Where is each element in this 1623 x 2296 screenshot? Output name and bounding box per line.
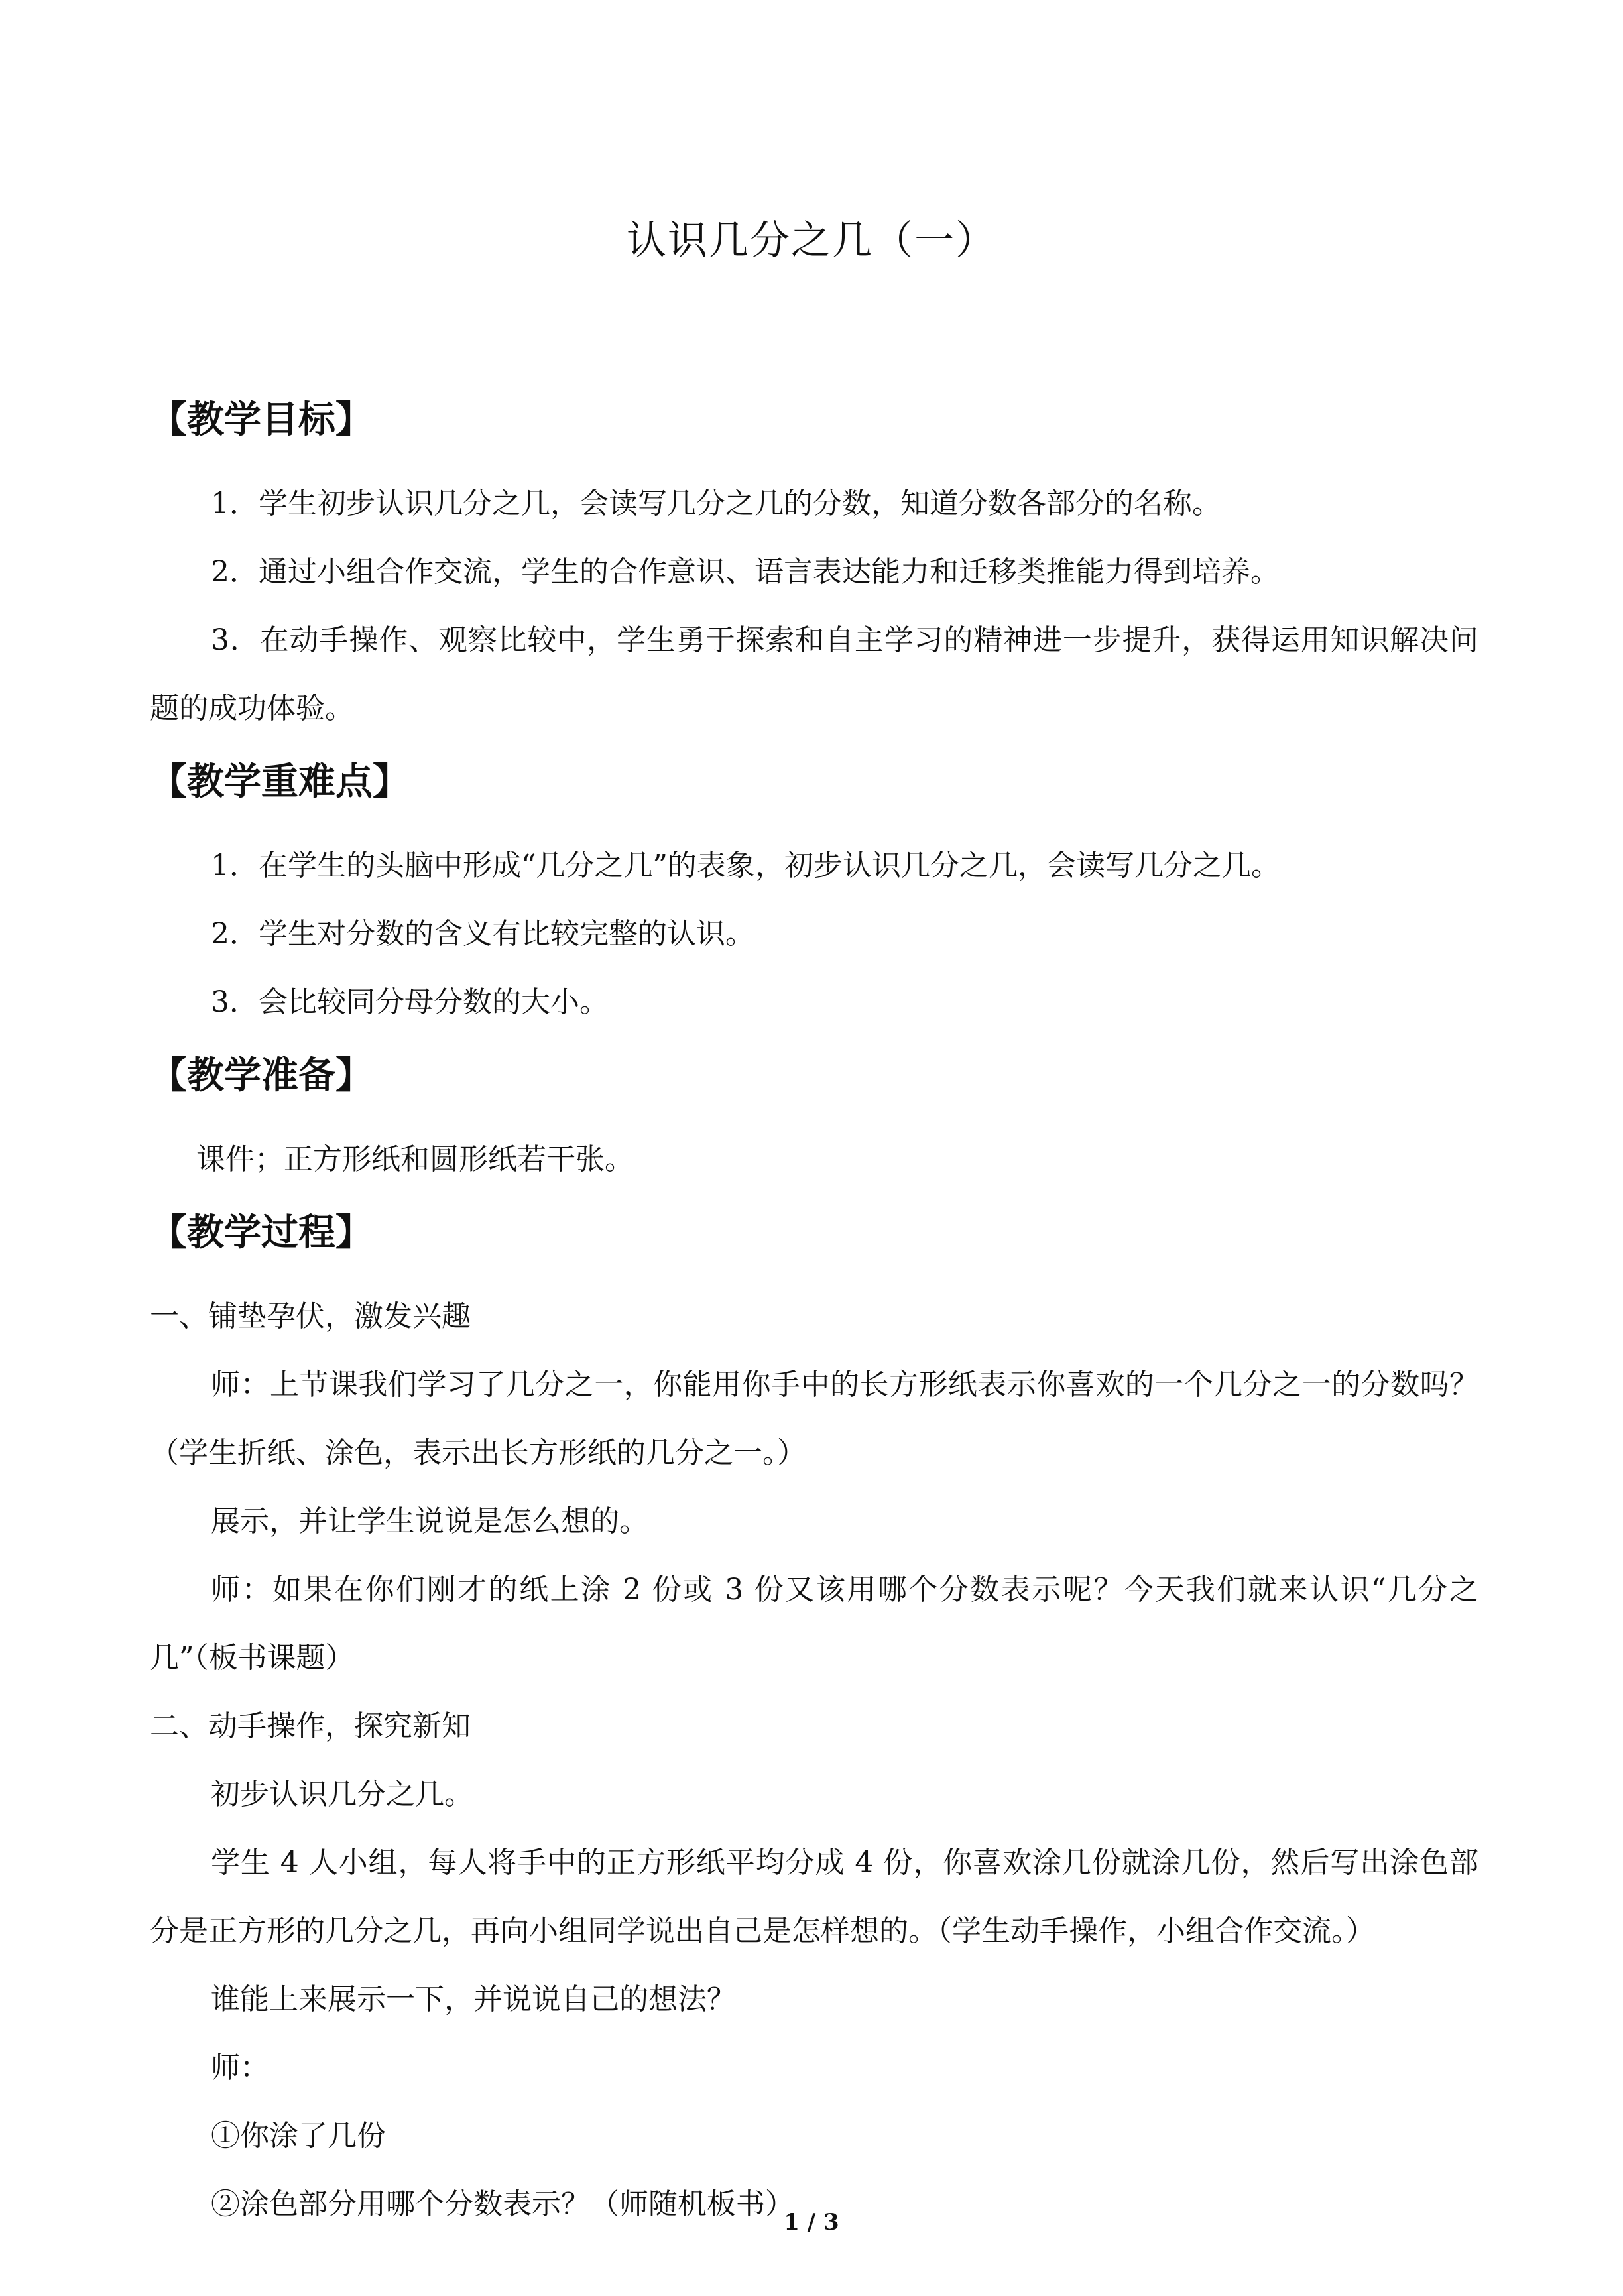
heading-key-points: 【教学重难点】 — [150, 760, 410, 804]
process-part1-paragraph-1: 师：上节课我们学习了几分之一，你能用你手中的长方形纸表示你喜欢的一个几分之一的分数吗？（学生折纸、涂色，表示出长方形纸的几分之一。） — [150, 1368, 1478, 1470]
process-part1-paragraph-3: 师：如果在你们刚才的纸上涂 2 份或 3 份又该用哪个分数表示呢？今天我们就来认识“几分之几”（板书课题） — [150, 1573, 1478, 1675]
page-title: 认识几分之几（一） — [627, 217, 996, 264]
heading-teaching-goals: 【教学目标】 — [150, 398, 373, 442]
process-part1-title: 一、铺垫孕伏，激发兴趣 — [150, 1299, 471, 1333]
goal-item-1: 1．学生初步认识几分之几，会读写几分之几的分数，知道分数各部分的名称。 — [211, 487, 1221, 520]
process-part2-paragraph-1: 初步认识几分之几。 — [211, 1778, 473, 1811]
process-part2-question-2: ②涂色部分用哪个分数表示？（师随机板书） — [211, 2187, 794, 2221]
key-point-item-1: 1．在学生的头脑中形成“几分之几”的表象，初步认识几分之几，会读写几分之几。 — [211, 849, 1280, 882]
process-part2-paragraph-3: 谁能上来展示一下，并说说自己的想法？ — [211, 1982, 736, 2016]
process-part2-title: 二、动手操作，探究新知 — [150, 1709, 471, 1743]
document-body — [150, 385, 1478, 2238]
process-part2-paragraph-2: 学生 4 人小组，每人将手中的正方形纸平均分成 4 份，你喜欢涂几份就涂几份，然后写出涂色部分是正方形的几分之几，再向小组同学说出自己是怎样想的。（学生动手操作，小组合作交流。） — [150, 1846, 1478, 1948]
heading-teaching-process: 【教学过程】 — [150, 1211, 373, 1254]
key-point-item-2: 2．学生对分数的含义有比较完整的认识。 — [211, 917, 754, 951]
heading-preparation: 【教学准备】 — [150, 1054, 373, 1097]
process-part2-paragraph-4: 师： — [211, 2051, 269, 2085]
goal-item-2: 2．通过小组合作交流，学生的合作意识、语言表达能力和迁移类推能力得到培养。 — [211, 555, 1280, 589]
page-number: 1 / 3 — [784, 2209, 839, 2236]
key-point-item-3: 3．会比较同分母分数的大小。 — [211, 985, 609, 1019]
process-part2-question-1: ①你涂了几份 — [211, 2119, 386, 2153]
goal-item-3: 3．在动手操作、观察比较中，学生勇于探索和自主学习的精神进一步提升，获得运用知识解决问题的成功体验。 — [150, 623, 1478, 725]
preparation-text: 课件；正方形纸和圆形纸若干张。 — [196, 1142, 634, 1176]
process-part1-paragraph-2: 展示，并让学生说说是怎么想的。 — [211, 1504, 648, 1538]
